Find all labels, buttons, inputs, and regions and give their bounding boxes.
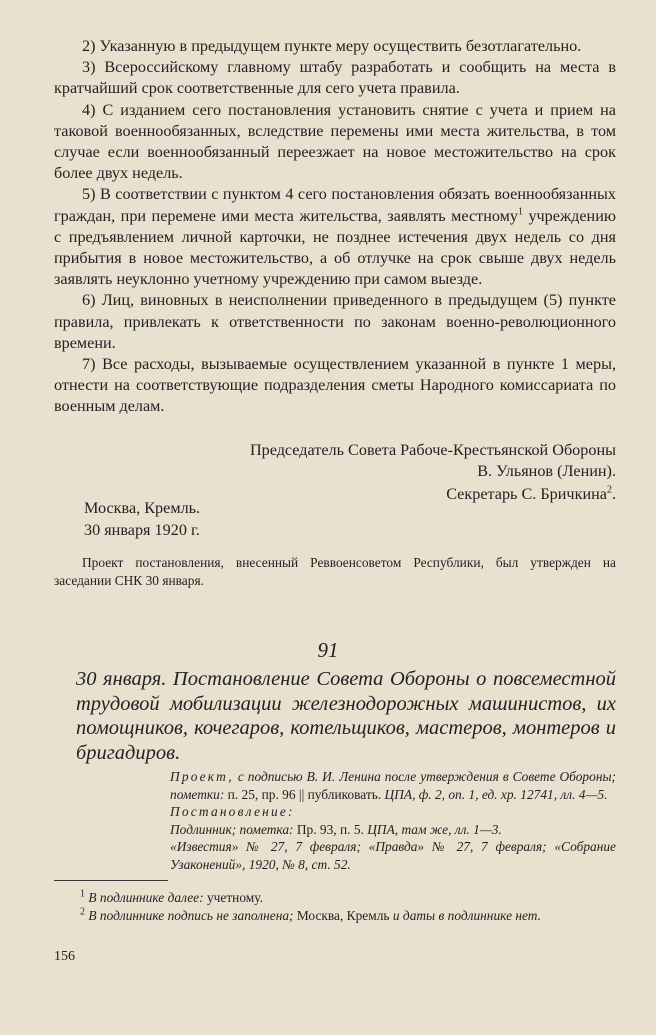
document-heading: 30 января. Постановление Совета Обороны о повсеместной трудовой мобилизации железнодорожных машинистов, их помощников, кочегаров, котельщиков, мастеров, монтеров и бригадиров.: [76, 668, 616, 764]
footnote-rule: [54, 880, 168, 881]
chair-title: Председатель Совета Рабоче-Крестьянской Обороны: [249, 441, 616, 459]
footnote-1: $^1$ В подлиннике далее: учетному.: [80, 888, 263, 905]
chair-name: В. Ульянов (Ленин).: [477, 462, 616, 480]
place: Москва, Кремль.: [84, 499, 201, 517]
page-number: 156: [54, 949, 75, 964]
paragraph-5: 5) В соответствии с пунктом 4 сего постановления обязать военнообязанных граждан, при перемене ими места жительства, заявлять местному$^1$ учреждению с предъявлением личной карточки, не позднее истечения двух недель со дня прибытия в новое местожительство, а об отлучке на срок свыше двух недель заявлять неуклонно учетному учреждению при самом выезде.: [54, 185, 616, 289]
footnotes: [54, 889, 616, 924]
footnote-ref-2: 2: [606, 484, 612, 496]
paragraph-6: 6) Лиц, виновных в неисполнении приведенного в предыдущем (5) пункте правила, привлекать к ответственности по законам военно-революционного времени.: [54, 291, 616, 352]
paragraph-2: 2) Указанную в предыдущем пункте меру осуществить безотлагательно.: [82, 37, 582, 55]
document-number: 91: [317, 638, 339, 662]
source-notes: Проект, с подписью В. И. Ленина после утверждения в Совете Обороны; пометки: п. 25, пр. 96 || публиковать. ЦПА, ф. 2, оп. 1, ед. хр. 12741, лл. 4—5. Постановление: Подлинник; пометка: Пр. 93, п. 5. ЦПА, там же, лл. 1—3. «Известия» № 27, 7 февраля; «Правда» № 27, 7 февраля; «Собрание Узаконений», 1920, № 8, ст. 52.: [170, 769, 616, 872]
paragraph-4: 4) С изданием сего постановления установить снятие с учета и прием на таковой военнообязанных, вследствие перемены ими места жительства, в том случае если военнообязанный переезжает на новое местожительство на срок более двух недель.: [54, 100, 616, 183]
footnote-2: $^2$ В подлиннике подпись не заполнена; Москва, Кремль и даты в подлиннике нет.: [80, 906, 541, 923]
editorial-note: Проект постановления, внесенный Реввоенсоветом Республики, был утвержден на заседании СНК 30 января.: [54, 555, 616, 588]
secretary-signature: Секретарь С. Бричкина$^2$.: [446, 484, 616, 503]
paragraph-3: 3) Всероссийскому главному штабу разработать и сообщить на места в кратчайший срок соответственные для сего учета правила.: [54, 58, 616, 98]
paragraph-7: 7) Все расходы, вызываемые осуществлением указанной в пункте 1 меры, отнести на соответствующие подразделения сметы Народного комиссариата по военным делам.: [54, 355, 616, 416]
date: 30 января 1920 г.: [84, 521, 200, 539]
footnote-ref-1: 1: [518, 206, 523, 218]
decree-body: [54, 36, 616, 418]
